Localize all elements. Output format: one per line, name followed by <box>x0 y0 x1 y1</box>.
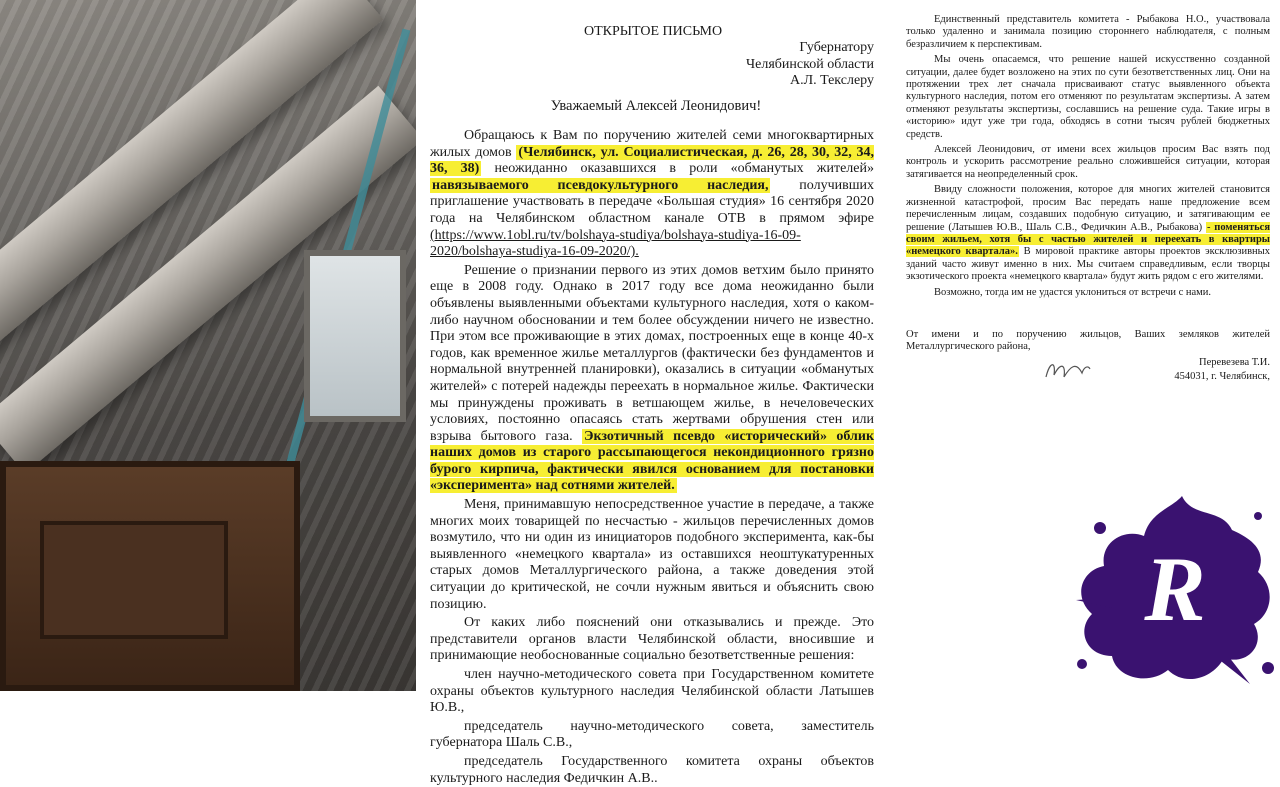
text: Обращаюсь к Вам по поручению жителей семи многоквартирных жилых домов <box>430 128 874 160</box>
logo-letter: R <box>1144 538 1206 640</box>
url-link[interactable]: (https://www.1obl.ru/tv/bolshaya-studiya/bolshaya-studiya-16-09-2020/bolshaya-studiya-16-09-2020/). <box>430 227 801 260</box>
text: получивших приглашение участвовать в передаче «Большая студия» 16 сентября 2020 года на Челябинском областном канале ОТВ в прямом эфире <box>430 177 874 226</box>
paragraph <box>906 184 1270 283</box>
paragraph: Единственный представитель комитета - Рыбакова Н.О., участвовала только удаленно и занимала позицию стороннего наблюдателя, с полным безразличием к перспективам. <box>906 14 1270 50</box>
letter-title: ОТКРЫТОЕ ПИСЬМО <box>584 24 723 39</box>
highlight: (Челябинск, ул. Социалистическая, д. 26, 28, 30, 32, 34, 36, 38) <box>430 144 874 177</box>
paragraph: Меня, принимавшую непосредственное участие в передаче, а также многих моих товарищей по несчастью - жильцов перечисленных домов возмутило, что ни один из инициаторов подобного эксперимента, как-бы выявленного «немецкого квартала» из оставшихся неоштукатуренных старых домов Металлургического района, а также доведения этой ситуации до критической, не сочли нужным явиться и объяснить свою позицию. <box>430 497 874 612</box>
photo-cabinet <box>0 461 300 691</box>
letter-body-left <box>430 128 874 787</box>
paragraph: член научно-методического совета при Государственном комитете охраны объектов культурного наследия Челябинской области Латышев Ю.В., <box>430 667 874 716</box>
letter-salutation: Уважаемый Алексей Леонидович! <box>550 98 762 114</box>
signer-name: Перевезева Т.И. <box>1199 357 1270 368</box>
signature-scribble <box>1042 357 1092 381</box>
paragraph: председатель научно-методического совета, заместитель губернатора Шаль С.В., <box>430 718 874 751</box>
paragraph: От имени и по поручению жильцов, Ваших земляков жителей Металлургического района, <box>906 328 1270 353</box>
paragraph: От каких либо пояснений они отказывались и прежде. Это представители органов власти Челябинской области, вносившие и принимающие необоснованные социально безответственные решения: <box>430 615 874 664</box>
paragraph: председатель Государственного комитета охраны объектов культурного наследия Федичкин А.В.. <box>430 753 874 786</box>
signature-block <box>1174 356 1270 384</box>
text: В мировой практике авторы проектов эксклюзивных зданий часто живут именно в них. Мы считаем справедливым, если творцы экзотического проекта «немецкого квартала» будут жить рядом с его жителями. <box>906 246 1270 283</box>
highlight: Экзотичный псевдо «исторический» облик наших домов из старого рассыпающегося некондиционного грязно бурого кирпича, фактически явился основанием для постановки «эксперимента» над сотнями жителей. <box>430 428 875 494</box>
text: неожиданно оказавшихся в роли «обманутых жителей» <box>494 161 875 177</box>
letter-body-right <box>906 14 1270 354</box>
paragraph <box>430 263 874 495</box>
photo-window <box>304 250 406 422</box>
highlight: - поменяться своим жильем, хотя бы с частью жителей и переехать в квартиры «немецкого квартала». <box>906 221 1270 258</box>
r-splash-logo <box>1072 488 1278 690</box>
stairwell-photo <box>0 0 416 691</box>
text: Ввиду сложности положения, которое для многих жителей становится жизненной катастрофой, просим Вас передать наше предложение всем перечисленным лицам, создавших подобную ситуацию, и затягивающим ее решение (Латышев Ю.В., Шаль С.В., Федичкин А.В., Рыбакова) <box>906 184 1270 233</box>
letter-page-1 <box>416 0 896 786</box>
paragraph: Возможно, тогда им не удастся уклониться от встречи с нами. <box>934 286 1212 298</box>
signer-address: 454031, г. Челябинск, <box>1174 371 1270 382</box>
paragraph <box>430 128 874 261</box>
addressee-line: Челябинской области <box>746 56 874 72</box>
highlight: навязываемого псевдокультурного наследия, <box>432 177 769 193</box>
text: Решение о признании первого из этих домов ветхим было принято еще в 2008 году. Однако в 2017 году все дома неожиданно были объявлены выявленными объектами культурного наследия, хотя о каком-либо научном обосновании и тем более обсуждении ничего не известно. При этом все проживающие в этих домах, построенных еще в конце 40-х годов, как временное жилье металлургов (фактически без фундаментов и нормальной внутренней планировки), оказались в ситуации «обманутых жителей» с потерей надежды переехать в нормальное жилье. Фактически мы принуждены проживать в ветшающем жилье, в нечеловеческих условиях, постоянно опасаясь стать жертвами обрушения стен или взрыва бытового газа. <box>430 262 874 444</box>
addressee-line: А.Л. Текслеру <box>789 73 874 88</box>
paragraph: Алексей Леонидович, от имени всех жильцов просим Вас взять под контроль и ускорить рассмотрение реально сложившейся ситуации, которая затягивается на неопределенный срок. <box>906 144 1270 180</box>
paragraph: Мы очень опасаемся, что решение нашей искусственно созданной ситуации, далее будет возложено на этих по сути безответственных лиц. Они на протяжении трех лет сначала присваивают статус выявленного объекта культурного наследия, потом его отменяют по результатам экспертизы. А затем отменяют результаты экспертизы, сославшись на решение суда. Такие игры в «историю» идут уже три года, обходясь в сотни тысяч рублей бюджетных средств. <box>906 54 1270 140</box>
letter-addressee <box>746 40 874 90</box>
addressee-line: Губернатору <box>799 40 874 55</box>
